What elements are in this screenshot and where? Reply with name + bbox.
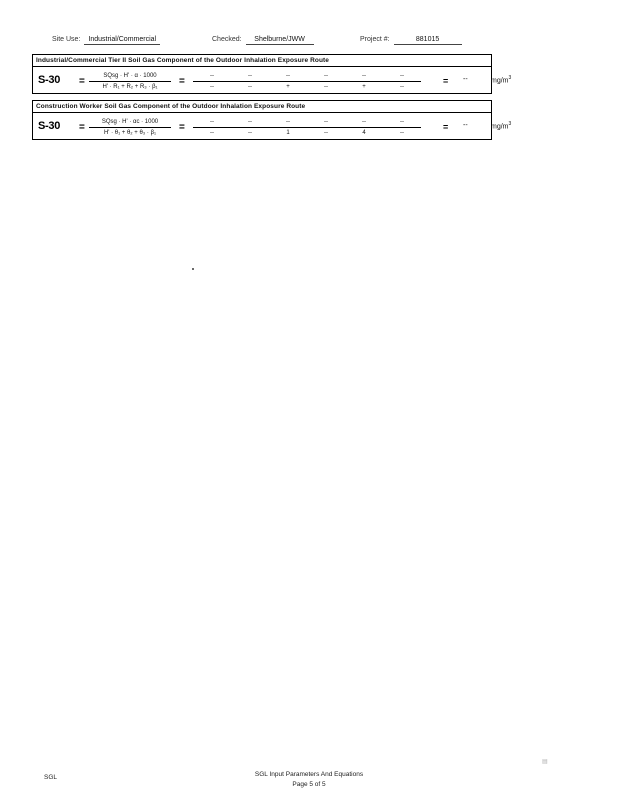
footer-page-number: Page 5 of 5	[292, 781, 326, 788]
numeric-denominator	[193, 83, 421, 92]
numeric-denominator-cell: --	[210, 129, 214, 136]
equation-title: Industrial/Commercial Tier II Soil Gas Component of the Outdoor Inhalation Exposure Route	[33, 55, 491, 67]
numeric-fraction	[193, 118, 421, 138]
page-footer	[0, 759, 618, 796]
units-exponent: 3	[508, 74, 512, 81]
checked-by-label: Checked:	[212, 36, 242, 43]
numeric-numerator-cell: --	[324, 72, 328, 79]
numeric-numerator-cell: --	[324, 118, 328, 125]
numeric-numerator	[193, 72, 421, 81]
numeric-denominator-cell: 1	[286, 129, 290, 136]
numeric-numerator-cell: --	[400, 118, 404, 125]
site-use-value: Industrial/Commercial	[84, 36, 160, 45]
equation-result-value: --	[463, 75, 468, 83]
numeric-fraction	[193, 72, 421, 92]
equals-sign-2: =	[179, 121, 185, 133]
equation-box-industrial-commercial	[32, 54, 512, 94]
project-number-field	[360, 36, 462, 45]
numeric-numerator-cell: --	[210, 118, 214, 125]
equation-result-value: --	[463, 121, 468, 129]
project-number-label: Project #:	[360, 36, 390, 43]
footer-center-block	[0, 770, 618, 790]
symbolic-numerator: SQsg · H' · α · 1000	[103, 72, 157, 79]
numeric-denominator-cell: +	[286, 83, 290, 90]
units-exponent: 3	[508, 120, 512, 127]
checked-by-field	[212, 36, 314, 45]
units-text: mg/m	[491, 76, 509, 84]
scan-mark-icon: ▤	[542, 759, 549, 765]
numeric-numerator-cell: --	[286, 72, 290, 79]
numeric-denominator-cell: --	[248, 129, 252, 136]
equation-id-label: S-30	[38, 119, 61, 132]
equation-body	[33, 113, 512, 142]
numeric-denominator	[193, 129, 421, 138]
numeric-denominator-cell: 4	[362, 129, 366, 136]
numeric-numerator-cell: --	[248, 118, 252, 125]
symbolic-denominator: H' · θ₁ + θ₂ + θ₃ · β₁	[103, 129, 157, 136]
equation-box-construction-worker	[32, 100, 512, 140]
numeric-denominator-cell: --	[324, 83, 328, 90]
footer-document-code: SGL	[44, 774, 58, 781]
symbolic-numerator: SQsg · H' · αᴄ · 1000	[101, 118, 159, 125]
footer-title: SGL Input Parameters And Equations	[254, 771, 364, 778]
equals-sign-1: =	[79, 121, 85, 133]
project-number-value: 881015	[394, 36, 462, 45]
numeric-denominator-cell: --	[324, 129, 328, 136]
symbolic-fraction	[89, 118, 171, 138]
numeric-numerator-cell: --	[286, 118, 290, 125]
equation-title: Construction Worker Soil Gas Component of the Outdoor Inhalation Exposure Route	[33, 101, 491, 113]
scan-artifact-speck	[192, 268, 194, 270]
numeric-numerator-cell: --	[248, 72, 252, 79]
equation-units	[491, 121, 511, 130]
symbolic-fraction	[89, 72, 171, 92]
numeric-denominator-cell: +	[362, 83, 366, 90]
equals-sign-2: =	[179, 75, 185, 87]
equation-units	[491, 75, 511, 84]
numeric-numerator-cell: --	[362, 72, 366, 79]
numeric-numerator-cell: --	[362, 118, 366, 125]
equation-body	[33, 67, 512, 96]
numeric-numerator-cell: --	[210, 72, 214, 79]
checked-by-value: Shelburne/JWW	[246, 36, 314, 45]
numeric-numerator-cell: --	[400, 72, 404, 79]
units-text: mg/m	[491, 122, 509, 130]
numeric-denominator-cell: --	[210, 83, 214, 90]
symbolic-denominator: H' · R₁ + R₂ + R₃ · β₁	[102, 83, 158, 90]
equals-sign-3: =	[443, 75, 449, 86]
form-header	[40, 36, 580, 50]
numeric-denominator-cell: --	[400, 83, 404, 90]
numeric-denominator-cell: --	[400, 129, 404, 136]
site-use-label: Site Use:	[52, 36, 81, 43]
equals-sign-3: =	[443, 121, 449, 132]
numeric-numerator	[193, 118, 421, 127]
numeric-denominator-cell: --	[248, 83, 252, 90]
site-use-field	[52, 36, 160, 45]
equals-sign-1: =	[79, 75, 85, 87]
equation-id-label: S-30	[38, 73, 61, 86]
